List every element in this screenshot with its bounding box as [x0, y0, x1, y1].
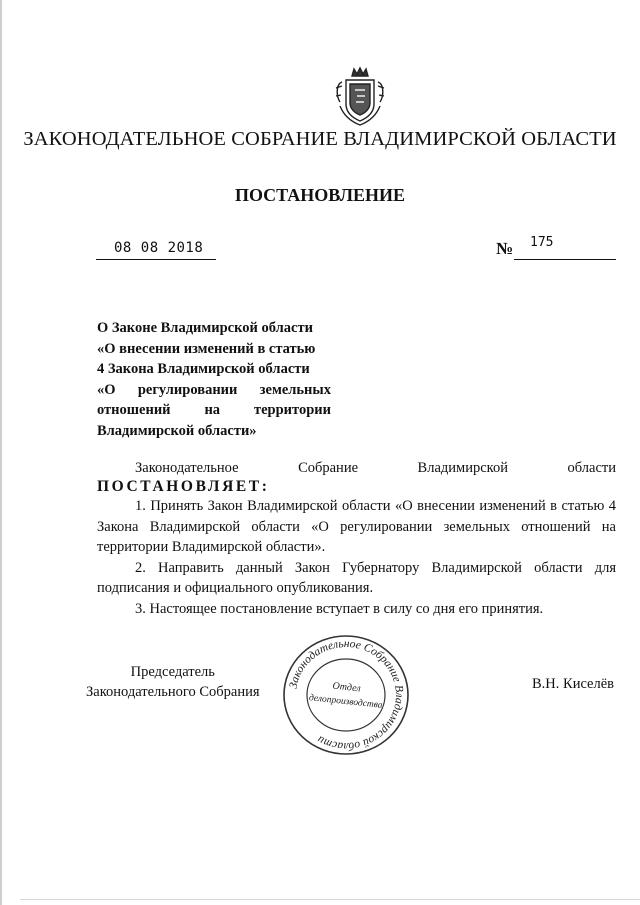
preamble: Законодательное Собрание Владимирской области	[135, 460, 616, 476]
decree-keyword: ПОСТАНОВЛЯЕТ:	[97, 478, 270, 495]
number-underline	[514, 259, 616, 260]
number-sign: №	[496, 239, 514, 258]
subject-line: «О внесении изменений в статью	[97, 340, 316, 357]
signatory-name: В.Н. Киселёв	[532, 676, 615, 692]
document-body	[97, 496, 616, 619]
organization-name: ЗАКОНОДАТЕЛЬНОЕ СОБРАНИЕ ВЛАДИМИРСКОЙ ОБЛАСТИ	[23, 128, 617, 150]
body-paragraph: 3. Настоящее постановление вступает в силу со дня его принятия.	[135, 600, 544, 617]
subject-line: «О регулировании земельных	[97, 381, 331, 398]
vladimir-oblast-coat-of-arms-icon	[334, 66, 386, 128]
signatory-title-line: Председатель	[130, 664, 215, 680]
body-paragraph: 1. Принять Закон Владимирской области «О внесении изменений в статью 4 Закона Владимирской области «О регулировании земельных отношений на территории Владимирской области».	[97, 498, 616, 555]
signatory-title	[86, 662, 260, 702]
signatory-title-line: Законодательного Собрания	[86, 684, 260, 700]
subject-line: О Законе Владимирской области	[97, 320, 313, 336]
date-underline	[96, 259, 216, 260]
stamp-center-line: делопроизводства	[308, 693, 383, 711]
scan-bottom-edge	[20, 899, 640, 900]
stamp-ring-text: Законодательное Собрание Владимирской области	[287, 637, 406, 753]
stamp-center-line: Отдел	[331, 680, 362, 695]
svg-text:Законодательное Собрание Влади	[287, 638, 405, 752]
subject-line: Владимирской области»	[97, 422, 257, 439]
document-number: 175	[530, 235, 554, 250]
subject-line: отношений на территории	[97, 402, 331, 418]
document-date: 08 08 2018	[114, 240, 204, 256]
body-paragraph: 2. Направить данный Закон Губернатору Владимирской области для подписания и официального опубликования.	[97, 559, 616, 596]
subject-line: 4 Закона Владимирской области	[97, 361, 310, 377]
office-stamp	[282, 633, 410, 757]
document-type-title: ПОСТАНОВЛЕНИЕ	[234, 185, 406, 205]
document-subject	[97, 318, 331, 441]
